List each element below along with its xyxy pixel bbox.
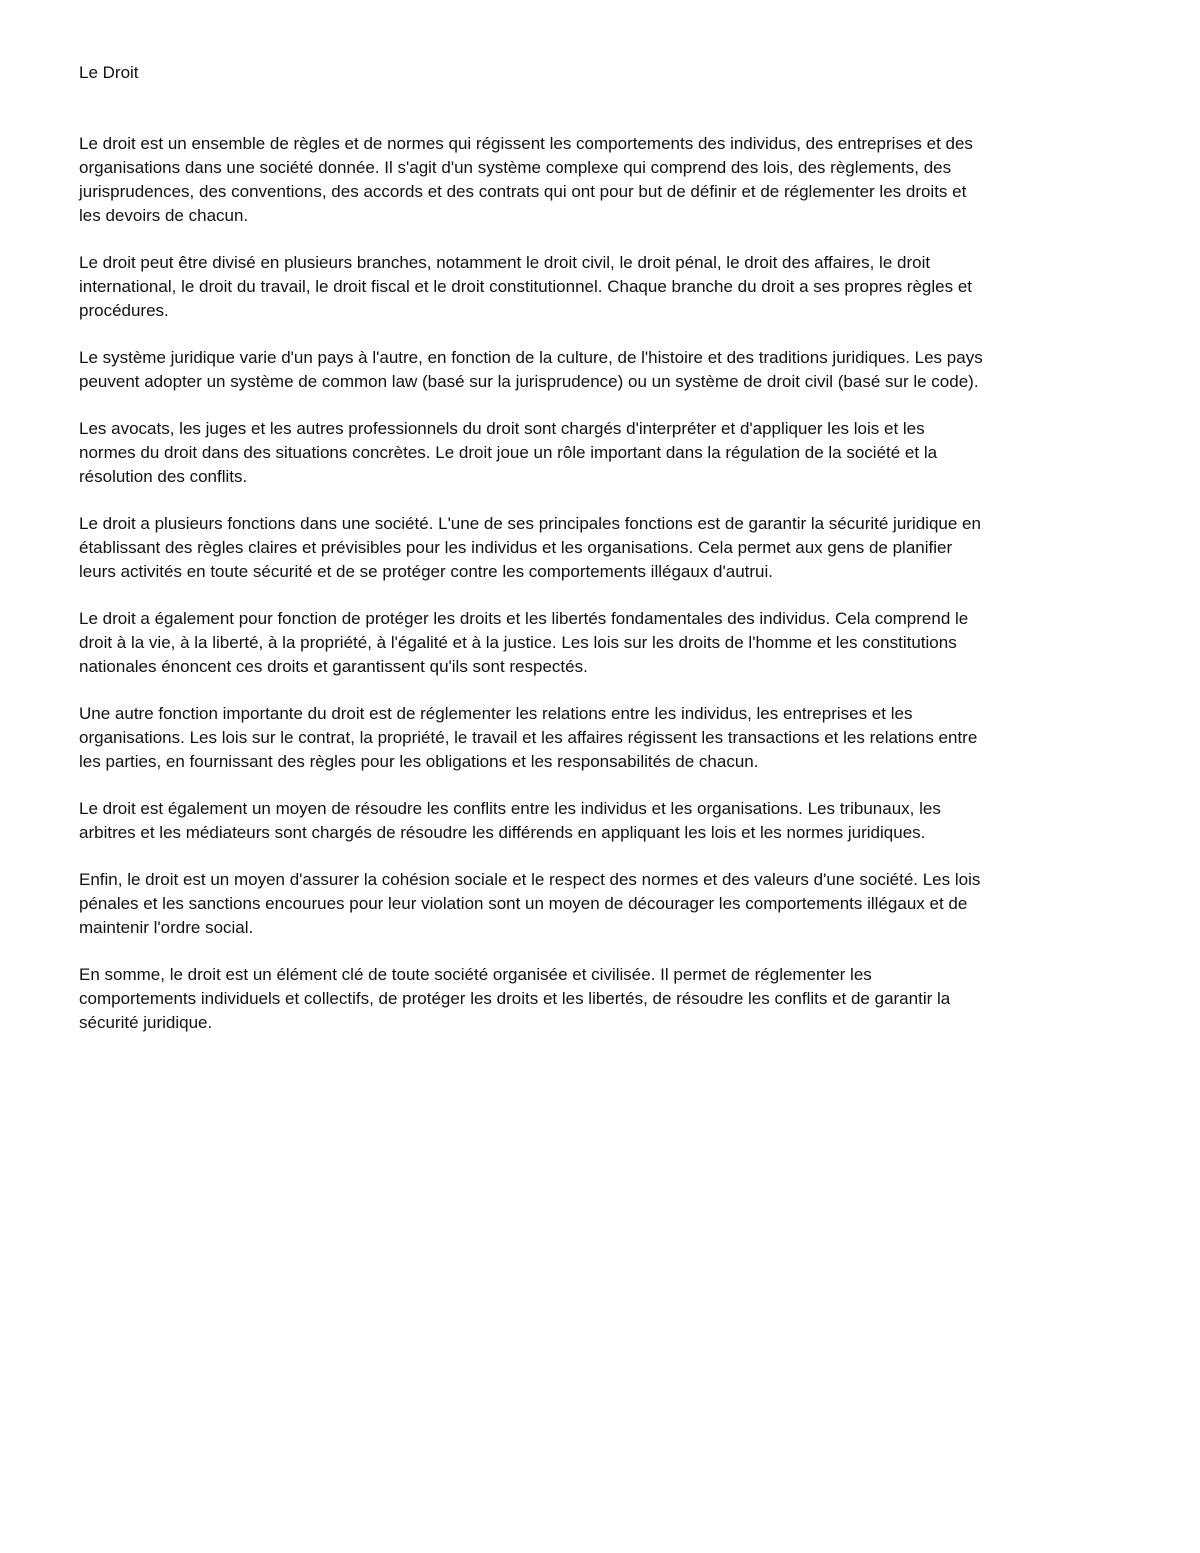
paragraph-line: Le droit est un ensemble de règles et de normes qui régissent les comportements des individus, des entreprises et des — [79, 134, 973, 153]
paragraph-line: Le droit a plusieurs fonctions dans une société. L'une de ses principales fonctions est de garantir la sécurité juridique en — [79, 514, 981, 533]
paragraph-line: les devoirs de chacun. — [79, 206, 249, 225]
paragraph-line: procédures. — [79, 301, 169, 320]
paragraph-line: les parties, en fournissant des règles pour les obligations et les responsabilités de chacun. — [79, 752, 759, 771]
paragraph-line: organisations. Les lois sur le contrat, la propriété, le travail et les affaires régissent les transactions et les relations entre — [79, 728, 978, 747]
paragraph-line: Le droit a également pour fonction de protéger les droits et les libertés fondamentales des individus. Cela comprend le — [79, 609, 969, 628]
paragraph — [79, 512, 1139, 584]
paragraph-line: peuvent adopter un système de common law (basé sur la jurisprudence) ou un système de droit civil (basé sur le code). — [79, 372, 979, 391]
paragraph-line: Une autre fonction importante du droit est de réglementer les relations entre les individus, les entreprises et les — [79, 704, 913, 723]
paragraph-line: résolution des conflits. — [79, 467, 248, 486]
paragraph-line: établissant des règles claires et prévisibles pour les individus et les organisations. Cela permet aux gens de planifier — [79, 538, 953, 557]
document-body — [79, 132, 1139, 1035]
document-title: Le Droit — [79, 63, 139, 82]
paragraph — [79, 132, 1139, 228]
paragraph-line: international, le droit du travail, le droit fiscal et le droit constitutionnel. Chaque branche du droit a ses propres règles et — [79, 277, 972, 296]
paragraph-line: Le système juridique varie d'un pays à l'autre, en fonction de la culture, de l'histoire et des traditions juridiques. Les pays — [79, 348, 983, 367]
paragraph — [79, 251, 1139, 323]
paragraph — [79, 607, 1139, 679]
paragraph-line: nationales énoncent ces droits et garantissent qu'ils sont respectés. — [79, 657, 588, 676]
paragraph-line: leurs activités en toute sécurité et de se protéger contre les comportements illégaux d'autrui. — [79, 562, 773, 581]
document-page — [79, 61, 1139, 1058]
paragraph — [79, 417, 1139, 489]
paragraph-line: Le droit est également un moyen de résoudre les conflits entre les individus et les organisations. Les tribunaux, les — [79, 799, 941, 818]
paragraph-line: Le droit peut être divisé en plusieurs branches, notamment le droit civil, le droit pénal, le droit des affaires, le droit — [79, 253, 931, 272]
paragraph — [79, 963, 1139, 1035]
paragraph-line: droit à la vie, à la liberté, à la propriété, à l'égalité et à la justice. Les lois sur les droits de l'homme et les constitutions — [79, 633, 957, 652]
paragraph-line: normes du droit dans des situations concrètes. Le droit joue un rôle important dans la régulation de la société et la — [79, 443, 938, 462]
paragraph-line: sécurité juridique. — [79, 1013, 213, 1032]
paragraph — [79, 797, 1139, 845]
paragraph-line: En somme, le droit est un élément clé de toute société organisée et civilisée. Il permet de réglementer les — [79, 965, 872, 984]
paragraph-line: Les avocats, les juges et les autres professionnels du droit sont chargés d'interpréter et d'appliquer les lois et les — [79, 419, 925, 438]
paragraph-line: comportements individuels et collectifs, de protéger les droits et les libertés, de résoudre les conflits et de garantir la — [79, 989, 951, 1008]
paragraph-line: maintenir l'ordre social. — [79, 918, 254, 937]
paragraph — [79, 346, 1139, 394]
paragraph — [79, 702, 1139, 774]
paragraph — [79, 868, 1139, 940]
paragraph-line: organisations dans une société donnée. Il s'agit d'un système complexe qui comprend des lois, des règlements, des — [79, 158, 952, 177]
paragraph-line: jurisprudences, des conventions, des accords et des contrats qui ont pour but de définir et de réglementer les droits et — [79, 182, 967, 201]
paragraph-line: pénales et les sanctions encourues pour leur violation sont un moyen de décourager les comportements illégaux et de — [79, 894, 968, 913]
paragraph-line: Enfin, le droit est un moyen d'assurer la cohésion sociale et le respect des normes et des valeurs d'une société. Les lois — [79, 870, 981, 889]
paragraph-line: arbitres et les médiateurs sont chargés de résoudre les différends en appliquant les lois et les normes juridiques. — [79, 823, 926, 842]
